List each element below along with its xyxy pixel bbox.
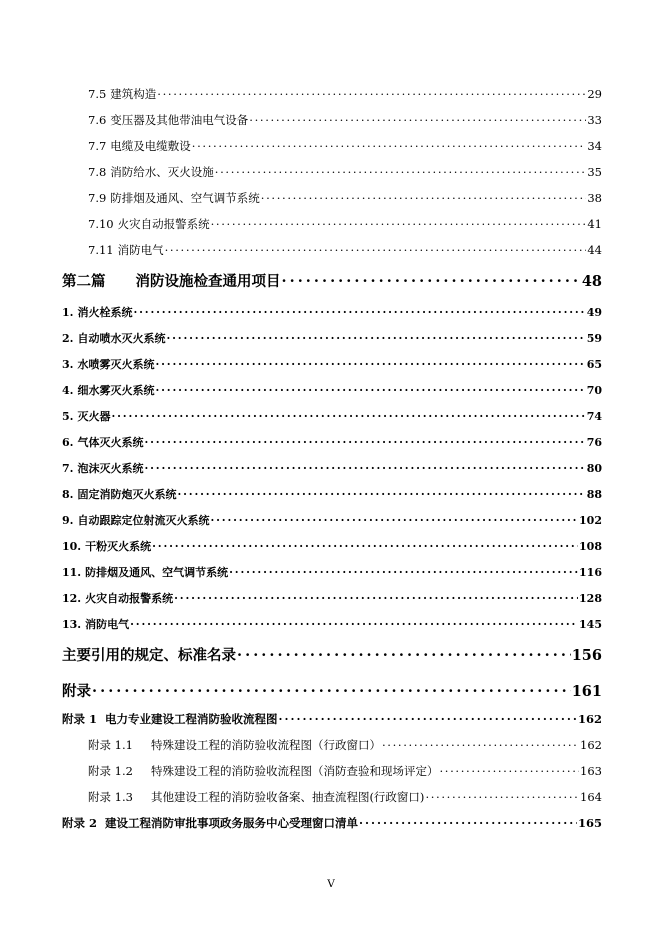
toc-entry-label: 5. 灭火器 bbox=[62, 410, 111, 423]
dot-leader bbox=[92, 682, 571, 697]
dot-leader bbox=[174, 591, 578, 602]
toc-entry-label: 6. 气体灭火系统 bbox=[62, 436, 144, 449]
dot-leader bbox=[152, 539, 578, 550]
dot-leader bbox=[439, 764, 579, 776]
toc-page-number: 145 bbox=[579, 618, 602, 631]
toc-entry-label: 4. 细水雾灭火系统 bbox=[62, 384, 155, 397]
toc-entry-label: 7.6 变压器及其他带油电气设备 bbox=[88, 113, 249, 127]
toc-page-number: 33 bbox=[587, 113, 602, 127]
dot-leader bbox=[155, 357, 585, 368]
toc-entry[interactable] bbox=[0, 330, 662, 346]
toc-entry-label: 附录 1.3 其他建设工程的消防验收备案、抽查流程图(行政窗口) bbox=[88, 790, 425, 804]
toc-entry-label: 7.9 防排烟及通风、空气调节系统 bbox=[88, 191, 260, 205]
toc-entry[interactable] bbox=[0, 112, 662, 128]
toc-entry-label: 9. 自动跟踪定位射流灭火系统 bbox=[62, 514, 210, 527]
toc-entry-label: 10. 干粉灭火系统 bbox=[62, 540, 152, 553]
dot-leader bbox=[382, 738, 579, 750]
toc-entry-label: 7.5 建筑构造 bbox=[88, 87, 157, 101]
toc-part-entry[interactable] bbox=[0, 270, 662, 291]
toc-page-number: 59 bbox=[586, 332, 602, 345]
toc-entry[interactable] bbox=[0, 190, 662, 206]
toc-page-number: 162 bbox=[577, 712, 602, 726]
toc-entry-label: 13. 消防电气 bbox=[62, 618, 130, 631]
toc-entry[interactable] bbox=[0, 408, 662, 424]
dot-leader bbox=[359, 816, 577, 828]
toc-page-number: 164 bbox=[580, 790, 602, 804]
toc-page-number: 49 bbox=[586, 306, 602, 319]
dot-leader bbox=[165, 243, 587, 255]
toc-entry-label: 附录 2 建设工程消防审批事项政务服务中心受理窗口清单 bbox=[62, 816, 359, 830]
toc-page-number: 44 bbox=[587, 243, 602, 257]
dot-leader bbox=[261, 191, 587, 203]
toc-entry[interactable] bbox=[0, 711, 662, 727]
toc-page-number: 76 bbox=[586, 436, 602, 449]
toc-entry[interactable] bbox=[0, 460, 662, 476]
page-footer-number: V bbox=[327, 878, 335, 890]
toc-page-number: 48 bbox=[581, 273, 602, 290]
toc-entry[interactable] bbox=[0, 382, 662, 398]
toc-page-number: 38 bbox=[587, 191, 602, 205]
toc-page-number: 80 bbox=[586, 462, 602, 475]
toc-page-number: 74 bbox=[586, 410, 602, 423]
dot-leader bbox=[210, 513, 578, 524]
toc-entry-label: 12. 火灾自动报警系统 bbox=[62, 592, 174, 605]
toc-page-number: 88 bbox=[586, 488, 602, 501]
dot-leader bbox=[177, 487, 585, 498]
toc-part-label: 第二篇 消防设施检查通用项目 bbox=[62, 273, 281, 290]
dot-leader bbox=[229, 565, 578, 576]
toc-page-number: 161 bbox=[571, 683, 602, 700]
toc-page-number: 29 bbox=[587, 87, 602, 101]
toc-part-entry[interactable] bbox=[0, 680, 662, 701]
dot-leader bbox=[215, 165, 587, 177]
toc-page-number: 41 bbox=[587, 217, 602, 231]
dot-leader bbox=[249, 113, 586, 125]
toc-entry-label: 附录 1.1 特殊建设工程的消防验收流程图（行政窗口） bbox=[88, 738, 381, 752]
toc-page-number: 102 bbox=[579, 514, 602, 527]
dot-leader bbox=[155, 383, 585, 394]
dot-leader bbox=[237, 646, 571, 661]
dot-leader bbox=[144, 435, 585, 446]
toc-entry-label: 附录 1 电力专业建设工程消防验收流程图 bbox=[62, 712, 278, 726]
dot-leader bbox=[133, 305, 585, 316]
toc-entry-label: 7.8 消防给水、灭火设施 bbox=[88, 165, 214, 179]
toc-entry[interactable] bbox=[0, 216, 662, 232]
toc-entry-label: 7. 泡沫灭火系统 bbox=[62, 462, 144, 475]
toc-part-entry[interactable] bbox=[0, 644, 662, 665]
toc-page-number: 128 bbox=[579, 592, 602, 605]
dot-leader bbox=[425, 790, 579, 802]
toc-entry-label: 11. 防排烟及通风、空气调节系统 bbox=[62, 566, 229, 579]
dot-leader bbox=[166, 331, 585, 342]
toc-page-number: 163 bbox=[580, 764, 602, 778]
toc-entry-label: 2. 自动喷水灭火系统 bbox=[62, 332, 166, 345]
dot-leader bbox=[192, 139, 587, 151]
toc-part-label: 附录 bbox=[62, 683, 91, 700]
toc-entry[interactable] bbox=[0, 138, 662, 154]
toc-entry[interactable] bbox=[0, 86, 662, 102]
toc-page-number: 65 bbox=[586, 358, 602, 371]
toc-entry[interactable] bbox=[0, 356, 662, 372]
toc-page-number: 70 bbox=[586, 384, 602, 397]
toc-entry-label: 7.7 电缆及电缆敷设 bbox=[88, 139, 191, 153]
dot-leader bbox=[279, 712, 577, 724]
toc-entry[interactable] bbox=[0, 815, 662, 831]
toc-entry[interactable] bbox=[0, 512, 662, 528]
toc-entry-label: 3. 水喷雾灭火系统 bbox=[62, 358, 155, 371]
toc-entry-label: 7.11 消防电气 bbox=[88, 243, 164, 257]
toc-entry-label: 附录 1.2 特殊建设工程的消防验收流程图（消防查验和现场评定） bbox=[88, 764, 439, 778]
dot-leader bbox=[157, 87, 586, 99]
toc-page-number: 156 bbox=[571, 647, 602, 664]
toc-entry[interactable] bbox=[0, 304, 662, 320]
toc-entry[interactable] bbox=[0, 242, 662, 258]
toc-entry-label: 8. 固定消防炮灭火系统 bbox=[62, 488, 177, 501]
toc-page-number: 108 bbox=[579, 540, 602, 553]
dot-leader bbox=[211, 217, 587, 229]
toc-page-number: 35 bbox=[587, 165, 602, 179]
toc-page-number: 116 bbox=[579, 566, 602, 579]
toc-entry[interactable] bbox=[0, 486, 662, 502]
dot-leader bbox=[282, 272, 581, 287]
toc-entry[interactable] bbox=[0, 164, 662, 180]
toc-entry-label: 7.10 火灾自动报警系统 bbox=[88, 217, 210, 231]
toc-entry[interactable] bbox=[0, 590, 662, 606]
toc-entry[interactable] bbox=[0, 538, 662, 554]
toc-part-label: 主要引用的规定、标准名录 bbox=[62, 647, 236, 664]
toc-entry-label: 1. 消火栓系统 bbox=[62, 306, 133, 319]
toc-entry[interactable] bbox=[0, 434, 662, 450]
toc-page-number: 162 bbox=[580, 738, 602, 752]
dot-leader bbox=[111, 409, 585, 420]
toc-page-number: 34 bbox=[587, 139, 602, 153]
toc-entry[interactable] bbox=[0, 737, 662, 753]
dot-leader bbox=[130, 617, 578, 628]
toc-page-number: 165 bbox=[577, 816, 602, 830]
toc-entry[interactable] bbox=[0, 763, 662, 779]
dot-leader bbox=[144, 461, 585, 472]
toc-entry[interactable] bbox=[0, 789, 662, 805]
toc-entry[interactable] bbox=[0, 564, 662, 580]
toc-entry[interactable] bbox=[0, 616, 662, 632]
